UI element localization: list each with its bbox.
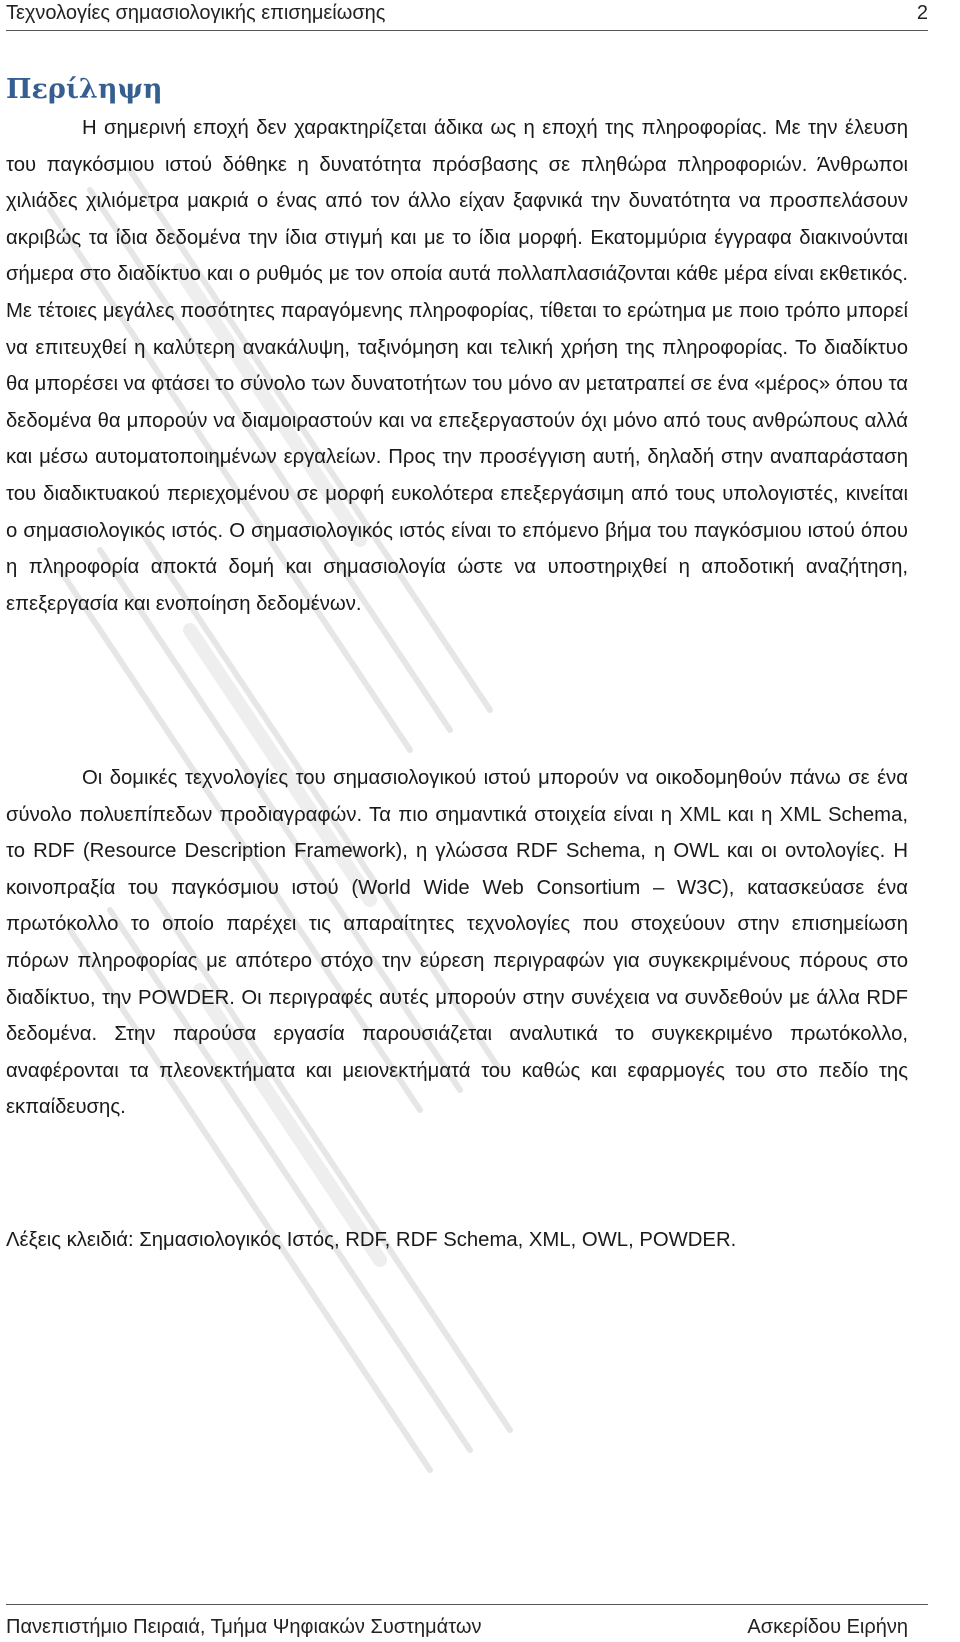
page-footer bbox=[0, 1600, 960, 1642]
footer-author: Ασκερίδου Ειρήνη bbox=[747, 1616, 908, 1638]
page-header bbox=[0, 0, 960, 34]
keywords-line: Λέξεις κλειδιά: Σημασιολογικός Ιστός, RDF, RDF Schema, XML, OWL, POWDER. bbox=[6, 1229, 737, 1251]
running-title: Τεχνολογίες σημασιολογικής επισημείωσης bbox=[6, 2, 386, 24]
abstract-paragraph-2: Οι δομικές τεχνολογίες του σημασιολογικού ιστού μπορούν να οικοδομηθούν πάνω σε ένα σύνολο πολυεπίπεδων προδιαγραφών. Τα πιο σημαντικά στοιχεία είναι η XML και η XML Schema, το RDF (Resource Description Framework), η γλώσσα RDF Schema, η OWL και οι οντολογίες. Η κοινοπραξία του παγκόσμιου ιστού (World Wide Web Consortium – W3C), κατασκεύασε ένα πρωτόκολλο το οποίο παρέχει τις απαραίτητες τεχνολογίες που στοχεύουν στην επισημείωση πόρων πληροφορίας με απότερο στόχο την εύρεση περιγραφών για συγκεκριμένους πόρους στο διαδίκτυο, την POWDER. Οι περιγραφές αυτές μπορούν στην συνέχεια να συνδεθούν με άλλα RDF δεδομένα. Στην παρούσα εργασία παρουσιάζεται αναλυτικά το συγκεκριμένο πρωτόκολλο, αναφέρονται τα πλεονεκτήματα και μειονεκτήματά του καθώς και εφαρμογές του στο πεδίο της εκπαίδευσης. bbox=[6, 767, 908, 1119]
footer-institution: Πανεπιστήμιο Πειραιά, Τμήμα Ψηφιακών Συστημάτων bbox=[6, 1616, 482, 1638]
abstract-paragraph-1: Η σημερινή εποχή δεν χαρακτηρίζεται άδικα ως η εποχή της πληροφορίας. Με την έλευση του παγκόσμιου ιστού δόθηκε η δυνατότητα πρόσβασης σε πληθώρα πληροφοριών. Άνθρωποι χιλιάδες χιλιόμετρα μακριά ο ένας από τον άλλο είχαν ξαφνικά την δυνατότητα να προσπελάσουν ακριβώς τα ίδια δεδομένα την ίδια στιγμή και με το ίδια μορφή. Εκατομμύρια έγγραφα διακινούνται σήμερα στο διαδίκτυο και ο ρυθμός με τον οποία αυτά πολλαπλασιάζονται κάθε μέρα είναι εκθετικός. Με τέτοιες μεγάλες ποσότητες παραγόμενης πληροφορίας, τίθεται το ερώτημα με ποιο τρόπο μπορεί να επιτευχθεί η καλύτερη ανακάλυψη, ταξινόμηση και τελική χρήση της πληροφορίας. Το διαδίκτυο θα μπορέσει να φτάσει το σύνολο των δυνατοτήτων του μόνο αν μετατραπεί σε ένα «μέρος» όπου τα δεδομένα θα μπορούν να διαμοιραστούν και να επεξεργαστούν όχι μόνο από τους ανθρώπους αλλά και μέσω αυτοματοποιημένων εργαλείων. Προς την προσέγγιση αυτή, δηλαδή στην αναπαράσταση του διαδικτυακού περιεχομένου σε μορφή ευκολότερα επεξεργάσιμη από τους υπολογιστές, κινείται ο σημασιολογικός ιστός. Ο σημασιολογικός ιστός είναι το επόμενο βήμα του παγκόσμιου ιστού όπου η πληροφορία αποκτά δομή και σημασιολογία ώστε να υποστηριχθεί η αποδοτική αναζήτηση, επεξεργασία και ενοποίηση δεδομένων. bbox=[6, 117, 908, 615]
abstract-title: Περίληψη bbox=[6, 74, 163, 105]
footer-divider bbox=[6, 1604, 928, 1605]
page-number: 2 bbox=[916, 2, 928, 24]
header-divider bbox=[6, 30, 928, 31]
